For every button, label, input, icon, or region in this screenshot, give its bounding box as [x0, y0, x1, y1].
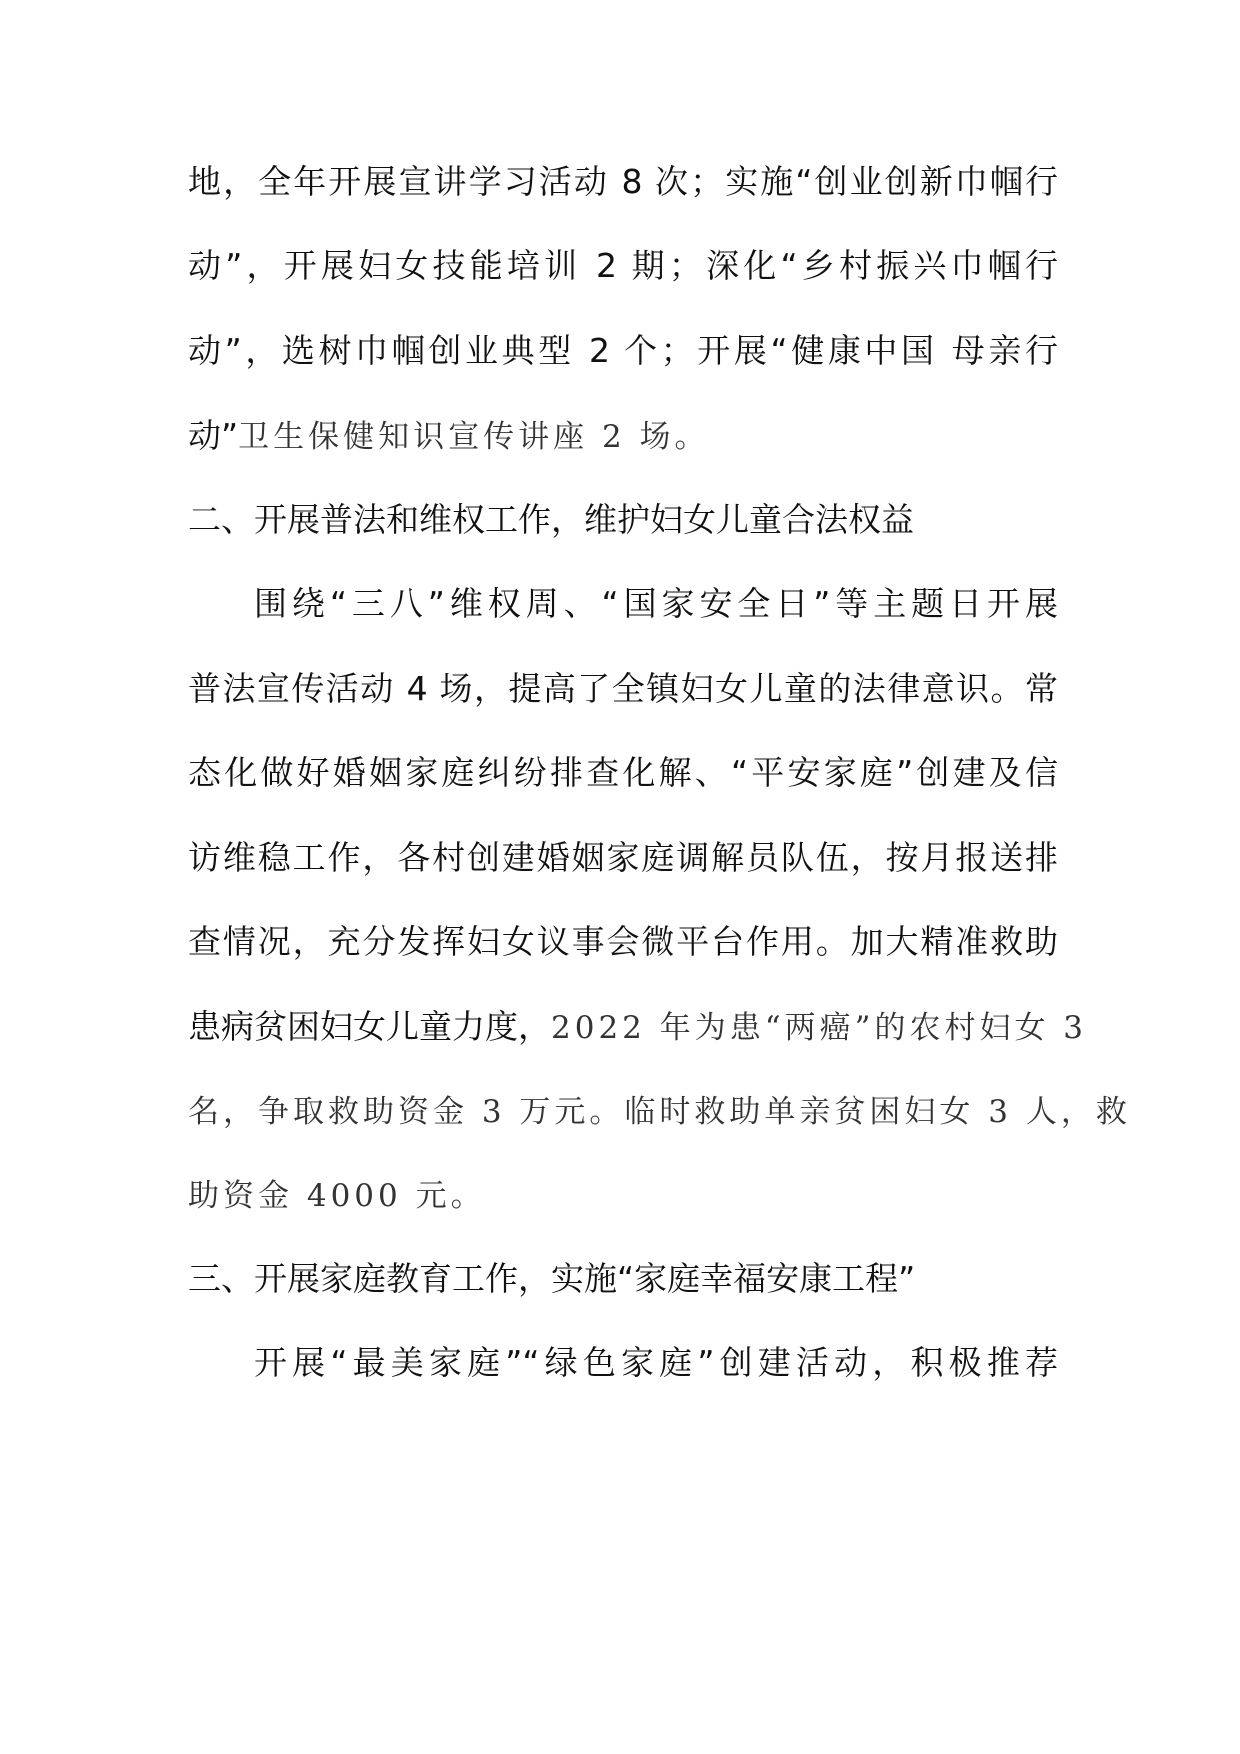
paragraph-line: 动”，开展妇女技能培训 2 期；深化“乡村振兴巾帼行	[188, 246, 1058, 285]
paragraph-line: 普法宣传活动 4 场，提高了全镇妇女儿童的法律意识。常	[188, 669, 1058, 708]
paragraph-line: 开展“最美家庭”“绿色家庭”创建活动，积极推荐	[254, 1343, 1058, 1382]
section-heading-2: 二、开展普法和维权工作，维护妇女儿童合法权益	[188, 500, 914, 539]
paragraph-line: 名，争取救助资金 3 万元。临时救助单亲贫困妇女 3 人，救	[188, 1094, 1131, 1130]
line-start-text: 患病贫困妇女儿童力度，	[188, 1007, 551, 1046]
paragraph-line: 动”，选树巾帼创业典型 2 个；开展“健康中国 母亲行	[188, 331, 1058, 370]
paragraph-line: 访维稳工作，各村创建婚姻家庭调解员队伍，按月报送排	[188, 838, 1058, 877]
line-rest-text: 2022 年为患“两癌”的农村妇女 3	[551, 1010, 1088, 1046]
line-start-text: 动”	[188, 416, 239, 455]
paragraph-line	[188, 1005, 1088, 1049]
paragraph-line: 地，全年开展宣讲学习活动 8 次；实施“创业创新巾帼行	[188, 162, 1058, 201]
paragraph-line: 查情况，充分发挥妇女议事会微平台作用。加大精准救助	[188, 922, 1058, 961]
paragraph-line: 态化做好婚姻家庭纠纷排查化解、“平安家庭”创建及信	[188, 753, 1058, 792]
paragraph-line: 助资金 4000 元。	[188, 1178, 486, 1214]
paragraph-line: 围绕“三八”维权周、“国家安全日”等主题日开展	[254, 584, 1058, 623]
section-heading-3: 三、开展家庭教育工作，实施“家庭幸福安康工程”	[188, 1259, 916, 1298]
paragraph-line	[188, 414, 1058, 458]
line-rest-text: 卫生保健知识宣传讲座 2 场。	[238, 419, 710, 455]
